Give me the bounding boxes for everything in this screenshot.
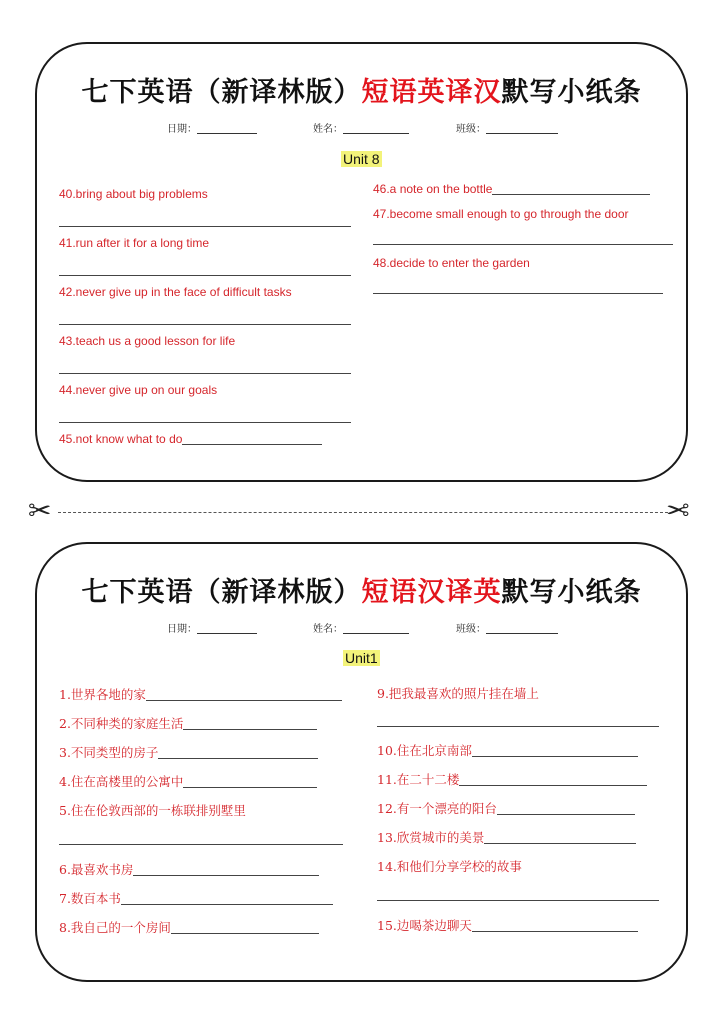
answer-line[interactable] <box>59 324 351 325</box>
phrase-item <box>59 772 317 790</box>
scissors-icon: ✂ <box>666 494 690 527</box>
phrase-item <box>59 714 317 732</box>
answer-line[interactable] <box>377 726 659 727</box>
bottom-card <box>35 542 688 982</box>
class-field <box>456 120 558 135</box>
answer-line[interactable] <box>373 293 663 294</box>
phrase-item <box>59 743 318 761</box>
phrase-text: 2.不同种类的家庭生活 <box>59 716 184 731</box>
phrase-item <box>377 741 638 759</box>
answer-blank[interactable] <box>183 775 317 788</box>
name-label: 姓名： <box>313 624 343 635</box>
answer-blank[interactable] <box>146 688 342 701</box>
phrase-item: 48.decide to enter the garden <box>373 256 530 270</box>
answer-blank[interactable] <box>158 746 318 759</box>
phrase-item <box>377 770 647 788</box>
answer-blank[interactable] <box>484 831 636 844</box>
date-blank[interactable] <box>197 123 257 134</box>
date-label: 日期： <box>167 624 197 635</box>
cut-line <box>58 512 668 513</box>
title-black-text: 七下英语（新译林版） <box>81 577 362 608</box>
answer-blank[interactable] <box>121 892 333 905</box>
class-blank[interactable] <box>486 623 558 634</box>
answer-blank[interactable] <box>133 863 319 876</box>
class-label: 班级： <box>456 624 486 635</box>
answer-line[interactable] <box>59 844 343 845</box>
phrase-item <box>373 182 650 196</box>
phrase-item: 44.never give up on our goals <box>59 383 218 397</box>
top-card <box>35 42 688 482</box>
date-field <box>167 620 257 635</box>
answer-line[interactable] <box>377 900 659 901</box>
phrase-text: 4.住在高楼里的公寓中 <box>59 774 184 789</box>
top-title <box>37 70 686 109</box>
answer-line[interactable] <box>59 226 351 227</box>
name-blank[interactable] <box>343 123 409 134</box>
phrase-text: 45.not know what to do <box>59 432 183 446</box>
phrase-text: 8.我自己的一个房间 <box>59 920 171 935</box>
phrase-item: 43.teach us a good lesson for life <box>59 334 236 348</box>
phrase-text: 7.数百本书 <box>59 891 121 906</box>
phrase-text: 10.住在北京南部 <box>377 743 472 758</box>
name-label: 姓名： <box>313 124 343 135</box>
answer-blank[interactable] <box>492 182 650 195</box>
title-tail-text: 默写小纸条 <box>501 577 642 608</box>
phrase-item <box>377 916 638 934</box>
answer-blank[interactable] <box>497 802 635 815</box>
phrase-item <box>59 918 319 936</box>
phrase-text: 13.欣赏城市的美景 <box>377 830 485 845</box>
title-red-text: 短语英译汉 <box>361 77 502 108</box>
bottom-title <box>37 570 686 609</box>
unit-label: Unit1 <box>345 650 378 666</box>
phrase-text: 12.有一个漂亮的阳台 <box>377 801 497 816</box>
date-field <box>167 120 257 135</box>
phrase-item <box>377 799 635 817</box>
phrase-item <box>59 889 333 907</box>
date-label: 日期： <box>167 124 197 135</box>
answer-blank[interactable] <box>182 432 322 445</box>
phrase-text: 11.在二十二楼 <box>377 772 460 787</box>
phrase-item: 5.住在伦敦西部的一栋联排别墅里 <box>59 803 246 818</box>
unit-label: Unit 8 <box>343 151 380 167</box>
phrase-item: 14.和他们分享学校的故事 <box>377 859 522 874</box>
phrase-item <box>59 860 319 878</box>
scissors-icon: ✂ <box>28 494 52 527</box>
phrase-item: 47.become small enough to go through the door <box>373 207 629 221</box>
answer-blank[interactable] <box>171 921 319 934</box>
answer-blank[interactable] <box>459 773 647 786</box>
answer-line[interactable] <box>59 373 351 374</box>
phrase-text: 3.不同类型的房子 <box>59 745 159 760</box>
name-field <box>313 620 409 635</box>
phrase-item: 41.run after it for a long time <box>59 236 210 250</box>
phrase-text: 15.边喝茶边聊天 <box>377 918 472 933</box>
phrase-item: 42.never give up in the face of difficult tasks <box>59 285 292 299</box>
phrase-item <box>59 685 342 703</box>
answer-line[interactable] <box>59 422 351 423</box>
phrase-item <box>59 432 322 446</box>
phrase-item: 40.bring about big problems <box>59 187 208 201</box>
answer-line[interactable] <box>59 275 351 276</box>
phrase-text: 46.a note on the bottle <box>373 182 493 196</box>
phrase-item <box>377 828 636 846</box>
class-label: 班级： <box>456 124 486 135</box>
phrase-text: 1.世界各地的家 <box>59 687 146 702</box>
title-tail-text: 默写小纸条 <box>501 77 642 108</box>
answer-blank[interactable] <box>472 744 638 757</box>
answer-line[interactable] <box>373 244 673 245</box>
answer-blank[interactable] <box>472 919 638 932</box>
name-blank[interactable] <box>343 623 409 634</box>
answer-blank[interactable] <box>183 717 317 730</box>
phrase-text: 6.最喜欢书房 <box>59 862 134 877</box>
name-field <box>313 120 409 135</box>
class-field <box>456 620 558 635</box>
date-blank[interactable] <box>197 623 257 634</box>
title-black-text: 七下英语（新译林版） <box>81 77 362 108</box>
class-blank[interactable] <box>486 123 558 134</box>
phrase-item: 9.把我最喜欢的照片挂在墙上 <box>377 686 539 701</box>
title-red-text: 短语汉译英 <box>361 577 502 608</box>
